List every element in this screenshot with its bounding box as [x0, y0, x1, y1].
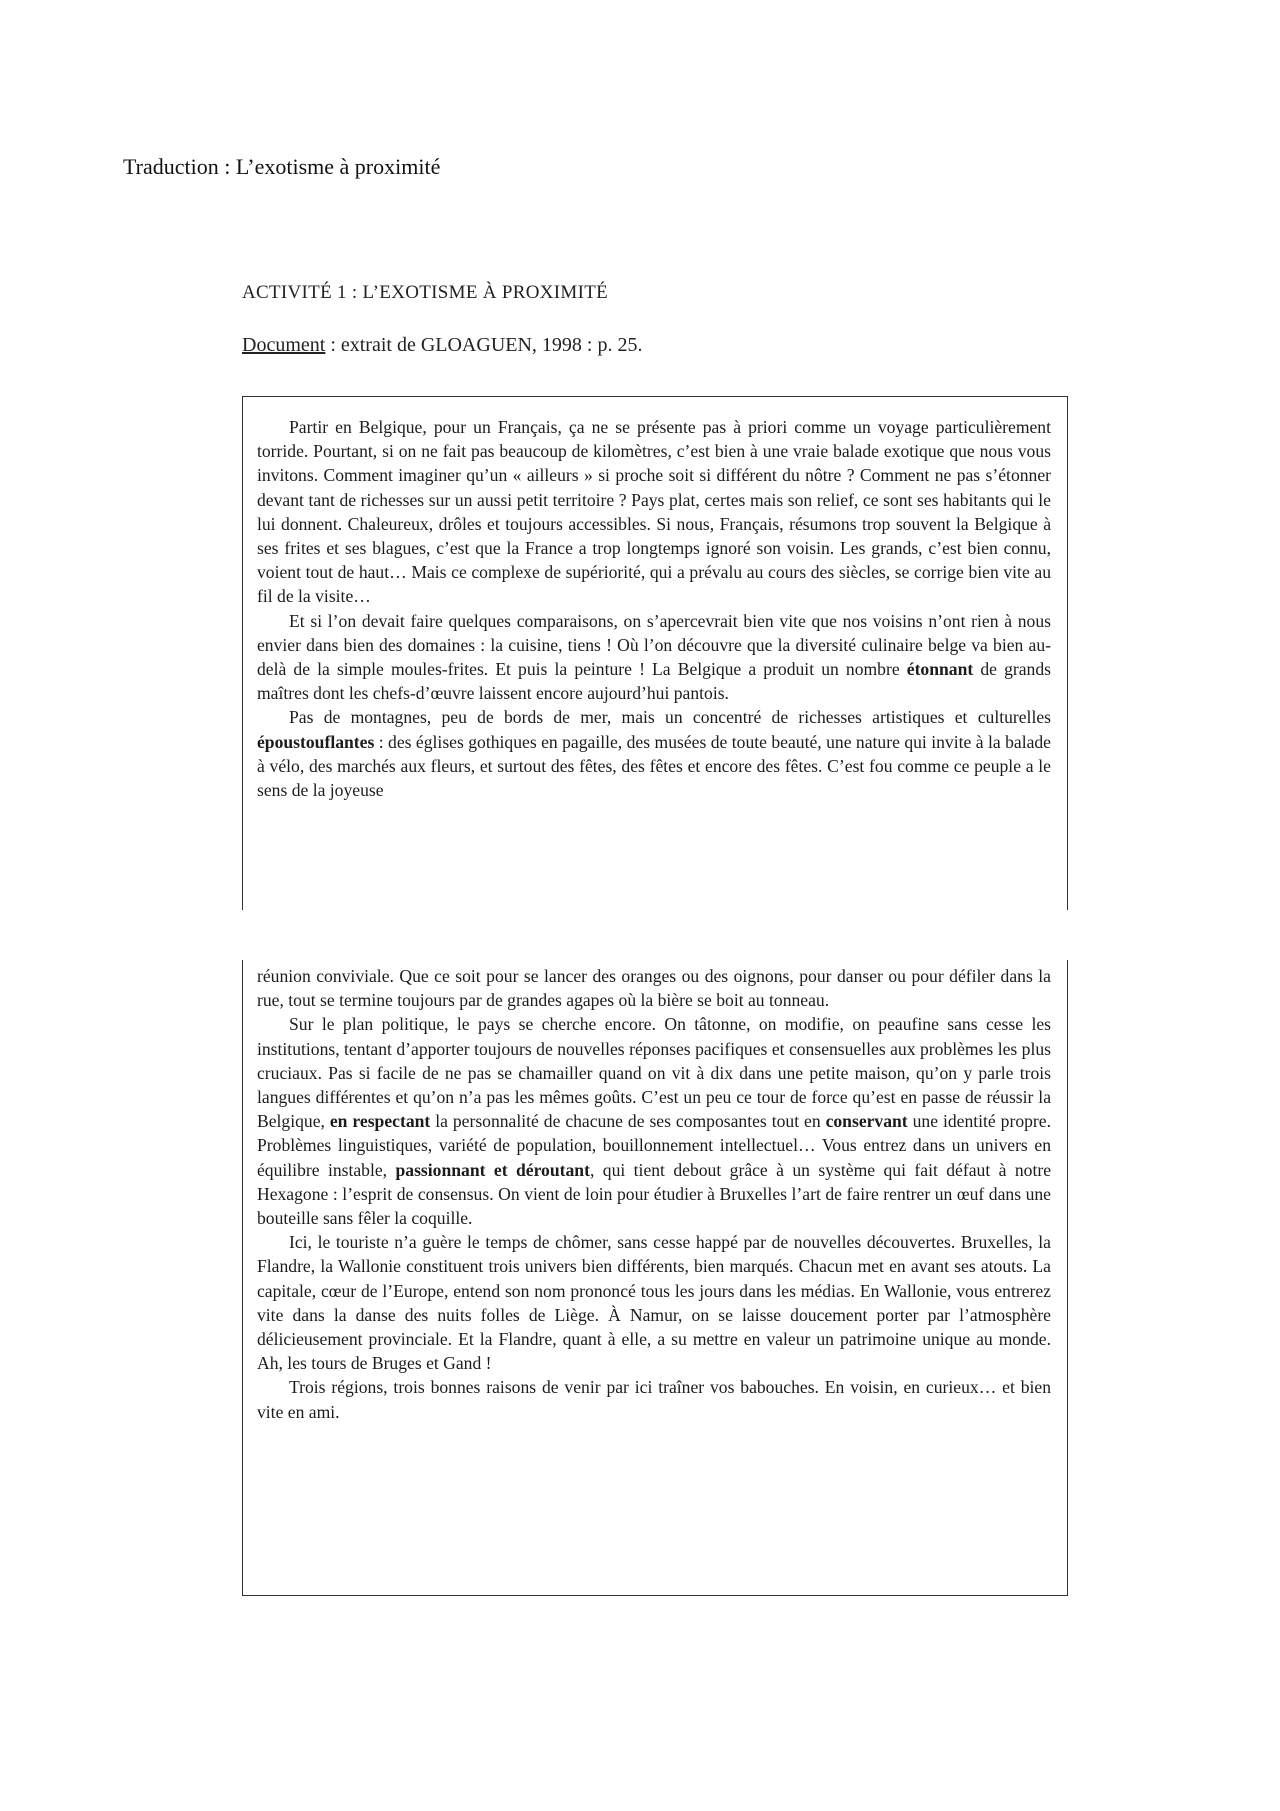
paragraph-4: Sur le plan politique, le pays se cherche encore. On tâtonne, on modifie, on peaufine sans cesse les institutions, tentant d’apporter toujours de nouvelles réponses pacifiques et consensuelles aux problèmes les plus cruciaux. Pas si facile de ne pas se chamailler quand on vit à dix dans une petite maison, qu’on y parle trois langues différentes et qu’on n’a pas les mêmes goûts. C’est un peu ce tour de force qu’est en passe de réussir la Belgique, en respectant la personnalité de chacune de ses composantes tout en conservant une identité propre. Problèmes linguistiques, variété de population, bouillonnement intellectuel… Vous entrez dans un univers en équilibre instable, passionnant et déroutant, qui tient debout grâce à un système qui fait défaut à notre Hexagone : l’esprit de consensus. On vient de loin pour étudier à Bruxelles l’art de faire rentrer un œuf dans une bouteille sans fêler la coquille. [257, 1014, 1052, 1229]
document-label: Document [242, 334, 326, 356]
document-source: : extrait de GLOAGUEN, 1998 : p. 25. [325, 334, 643, 356]
activity-title: ACTIVITÉ 1 : L’EXOTISME À PROXIMITÉ [242, 282, 609, 303]
excerpt-box-top [242, 396, 1068, 910]
paragraph-3-continued: réunion conviviale. Que ce soit pour se lancer des oranges ou des oignons, pour danser ou pour défiler dans la rue, tout se termine toujours par de grandes agapes où la bière se boit au tonneau. [257, 966, 1051, 1011]
page-title: Traduction : L’exotisme à proximité [123, 154, 441, 179]
paragraph-6: Trois régions, trois bonnes raisons de venir par ici traîner vos babouches. En voisin, en curieux… et bien vite en ami. [257, 1377, 1051, 1422]
paragraph-3: Pas de montagnes, peu de bords de mer, mais un concentré de richesses artistiques et culturelles époustouflantes : des églises gothiques en pagaille, des musées de toute beauté, une nature qui invite à la balade à vélo, des marchés aux fleurs, et surtout des fêtes, des fêtes et encore des fêtes. C’est fou comme ce peuple a le sens de la joyeuse [257, 707, 1051, 801]
paragraph-2: Et si l’on devait faire quelques comparaisons, on s’apercevrait bien vite que nos voisins n’ont rien à nous envier dans bien des domaines : la cuisine, tiens ! Où l’on découvre que la diversité culinaire belge va bien au-delà de la simple moules-frites. Et puis la peinture ! La Belgique a produit un nombre étonnant de grands maîtres dont les chefs-d’œuvre laissent encore aujourd’hui pantois. [257, 610, 1051, 704]
paragraph-1: Partir en Belgique, pour un Français, ça ne se présente pas à priori comme un voyage particulièrement torride. Pourtant, si on ne fait pas beaucoup de kilomètres, c’est bien à une vraie balade exotique que nous vous invitons. Comment imaginer qu’un « ailleurs » si proche soit si différent du nôtre ? Comment ne pas s’étonner devant tant de richesses sur un aussi petit territoire ? Pays plat, certes mais son relief, ce sont ses habitants qui le lui donnent. Chaleureux, drôles et toujours accessibles. Si nous, Français, résumons trop souvent la Belgique à ses frites et ses blagues, c’est que la France a trop longtemps ignoré son voisin. Les grands, c’est bien connu, voient tout de haut… Mais ce complexe de supériorité, qui a prévalu au cours des siècles, se corrige bien vite au fil de la visite… [257, 417, 1051, 607]
excerpt-box-bottom [242, 960, 1068, 1596]
paragraph-5: Ici, le touriste n’a guère le temps de chômer, sans cesse happé par de nouvelles découvertes. Bruxelles, la Flandre, la Wallonie constituent trois univers bien différents, bien marqués. Chacun met en avant ses atouts. La capitale, cœur de l’Europe, entend son nom prononcé tous les jours dans les médias. En Wallonie, vous entrerez vite dans la danse des nuits folles de Liège. À Namur, on se laisse doucement porter par l’atmosphère délicieusement provinciale. Et la Flandre, quant à elle, a su mettre en valeur un patrimoine unique au monde. Ah, les tours de Bruges et Gand ! [257, 1232, 1051, 1374]
document-reference [242, 334, 642, 357]
